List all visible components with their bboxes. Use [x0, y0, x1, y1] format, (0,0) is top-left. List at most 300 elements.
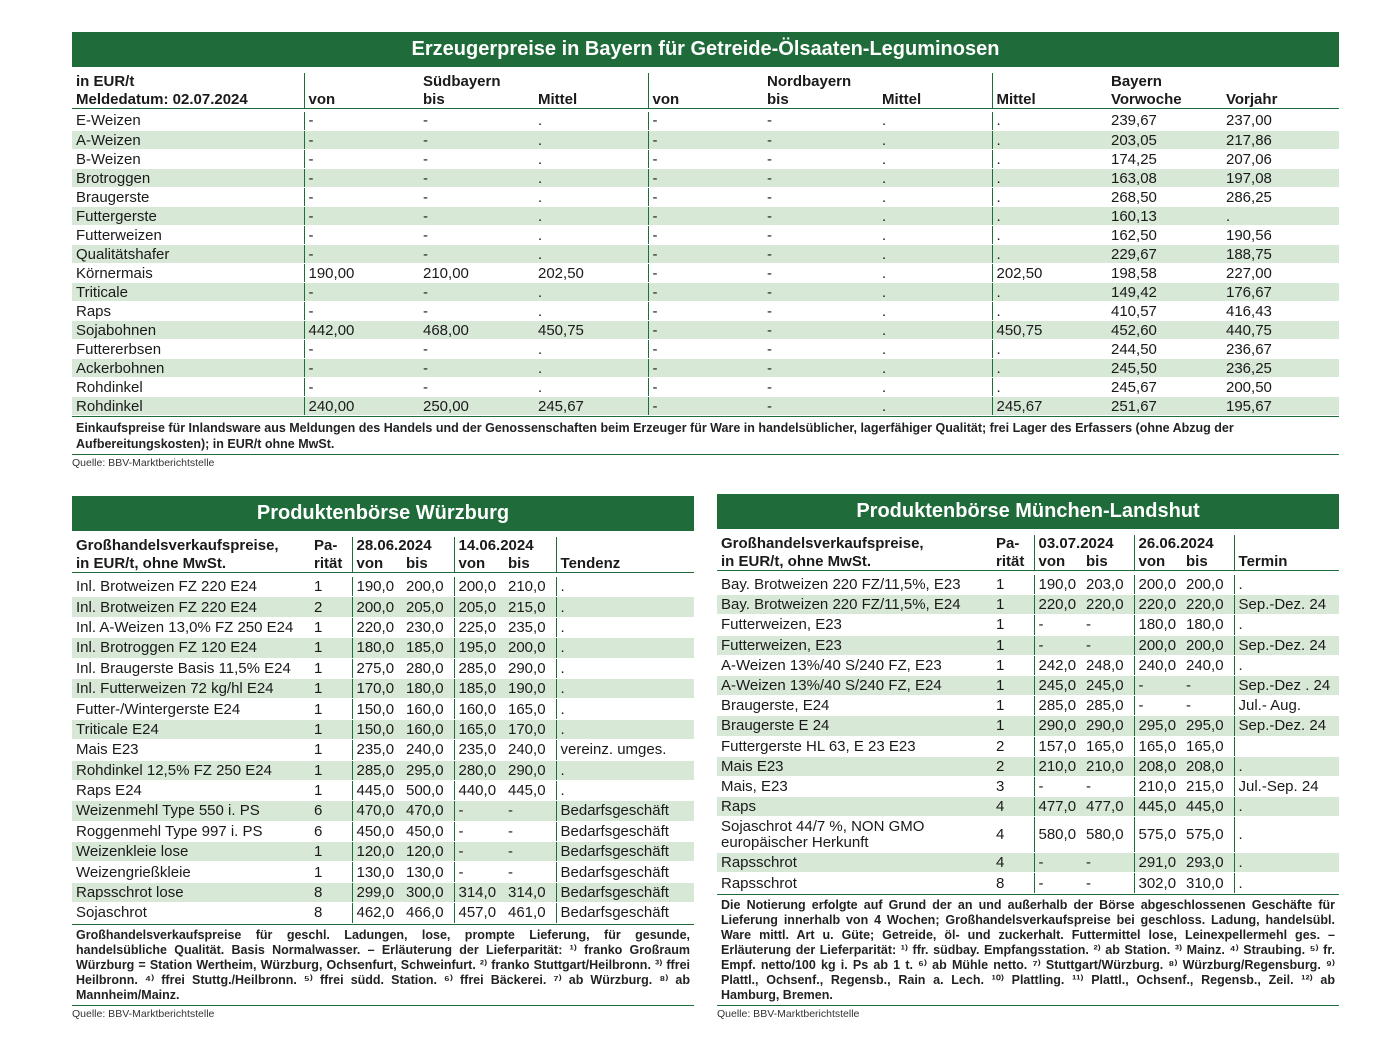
cell-value: 185,0 [454, 678, 504, 698]
cell-value: - [648, 264, 763, 283]
row-label: Triticale E24 [72, 719, 310, 739]
cell-value: 477,0 [1082, 797, 1134, 817]
table-row [72, 699, 694, 719]
cell-value: . [1234, 575, 1339, 595]
cell-value: - [419, 112, 534, 131]
row-label: Rohdinkel 12,5% FZ 250 E24 [72, 760, 310, 780]
cell-value: - [1182, 675, 1234, 695]
cell-value: . [992, 112, 1107, 131]
cell-value: - [763, 359, 878, 378]
cell-value: 160,0 [454, 699, 504, 719]
cell-value: 268,50 [1107, 188, 1222, 207]
cell-value: . [556, 658, 694, 678]
cell-value: 210,00 [419, 264, 534, 283]
cell-value: 195,0 [454, 638, 504, 658]
table-row [717, 736, 1339, 756]
cell-value: - [648, 150, 763, 169]
cell-value: - [304, 169, 419, 188]
table-row [72, 245, 1339, 264]
cell-value: 197,08 [1222, 169, 1339, 188]
cell-value: - [419, 188, 534, 207]
cell-value: - [1034, 615, 1082, 635]
cell-value: 440,75 [1222, 321, 1339, 340]
row-label: Bay. Brotweizen 220 FZ/11,5%, E23 [717, 575, 992, 595]
cell-value: - [504, 821, 556, 841]
col-header-tendenz: Tendenz [556, 554, 694, 572]
table-row [717, 615, 1339, 635]
cell-value: 165,0 [1134, 736, 1182, 756]
cell-value: - [648, 131, 763, 150]
cell-value: . [992, 302, 1107, 321]
cell-value: - [648, 397, 763, 416]
row-label: Sojaschrot [72, 903, 310, 923]
erzeugerpreise-header [72, 73, 1339, 109]
group-nordbayern: Nordbayern [767, 73, 852, 90]
cell-value: - [304, 245, 419, 264]
cell-value: - [1034, 776, 1082, 796]
cell-value: - [419, 302, 534, 321]
table-row [717, 776, 1339, 796]
wuerzburg-header [72, 537, 694, 573]
cell-value: 450,75 [992, 321, 1107, 340]
cell-value: 190,0 [352, 577, 402, 597]
cell-value: 580,0 [1034, 817, 1082, 853]
erzeugerpreise-title: Erzeugerpreise in Bayern für Getreide-Ölsaaten-Leguminosen [72, 32, 1339, 67]
cell-value: 244,50 [1107, 340, 1222, 359]
cell-value: 450,0 [402, 821, 454, 841]
cell-value: 163,08 [1107, 169, 1222, 188]
cell-value: 1 [992, 635, 1034, 655]
group-bayern: Bayern [1111, 73, 1162, 90]
table-row [72, 378, 1339, 397]
row-label: Futtergerste [72, 207, 304, 226]
cell-value: 198,58 [1107, 264, 1222, 283]
cell-value: Bedarfsgeschäft [556, 801, 694, 821]
cell-value: 240,0 [402, 740, 454, 760]
cell-value: - [763, 112, 878, 131]
cell-value: . [534, 169, 648, 188]
cell-value: . [878, 283, 992, 302]
col-header-von: von [1134, 552, 1182, 570]
cell-value: 200,50 [1222, 378, 1339, 397]
cell-value: 180,0 [1182, 615, 1234, 635]
row-label: Mais E23 [72, 740, 310, 760]
cell-value: - [648, 321, 763, 340]
cell-value: - [648, 207, 763, 226]
cell-value: 500,0 [402, 780, 454, 800]
cell-value: 200,0 [352, 597, 402, 617]
cell-value: 310,0 [1182, 873, 1234, 893]
cell-value: 285,0 [1034, 696, 1082, 716]
wuerzburg-date2: 14.06.2024 [454, 537, 556, 554]
cell-value: Bedarfsgeschäft [556, 882, 694, 902]
cell-value: . [534, 359, 648, 378]
col-header-bis: bis [406, 554, 428, 572]
cell-value: 240,0 [504, 740, 556, 760]
cell-value: Jul.-Sep. 24 [1234, 776, 1339, 796]
cell-value: 170,0 [504, 719, 556, 739]
table-row [72, 577, 694, 597]
table-row [72, 112, 1339, 131]
table-row [72, 617, 694, 637]
row-label: Sojabohnen [72, 321, 304, 340]
cell-value: - [763, 378, 878, 397]
cell-value: . [534, 112, 648, 131]
cell-value: 208,0 [1134, 756, 1182, 776]
cell-value: . [556, 638, 694, 658]
cell-value: - [419, 226, 534, 245]
table-row [717, 797, 1339, 817]
cell-value: . [1234, 817, 1339, 853]
cell-value: - [504, 862, 556, 882]
cell-value: . [534, 245, 648, 264]
cell-value: - [454, 821, 504, 841]
col-header-bis: bis [767, 90, 789, 108]
cell-value: . [556, 678, 694, 698]
cell-value: 200,0 [1134, 575, 1182, 595]
cell-value: . [878, 378, 992, 397]
cell-value: 235,0 [454, 740, 504, 760]
cell-value: 200,0 [1134, 635, 1182, 655]
cell-value: . [1234, 756, 1339, 776]
cell-value: . [556, 617, 694, 637]
cell-value: 205,0 [402, 597, 454, 617]
cell-value: 200,0 [454, 577, 504, 597]
row-label: Rapsschrot [717, 853, 992, 873]
cell-value: 157,0 [1034, 736, 1082, 756]
cell-value: 477,0 [1034, 797, 1082, 817]
cell-value: 195,67 [1222, 397, 1339, 416]
table-row [72, 302, 1339, 321]
cell-value: 8 [310, 903, 352, 923]
cell-value: - [1082, 776, 1134, 796]
table-row [72, 359, 1339, 378]
row-label: A-Weizen 13%/40 S/240 FZ, E23 [717, 655, 992, 675]
cell-value: - [454, 842, 504, 862]
cell-value: Bedarfsgeschäft [556, 862, 694, 882]
cell-value: 236,67 [1222, 340, 1339, 359]
row-label: Raps E24 [72, 780, 310, 800]
cell-value: - [763, 169, 878, 188]
col-header-von: von [304, 90, 419, 108]
cell-value: Sep.-Dez. 24 [1234, 635, 1339, 655]
wuerzburg-label-line2: in EUR/t, ohne MwSt. [76, 554, 226, 572]
table-row [717, 595, 1339, 615]
cell-value: 245,67 [534, 397, 648, 416]
cell-value: . [992, 378, 1107, 397]
cell-value: 227,00 [1222, 264, 1339, 283]
cell-value: 470,0 [402, 801, 454, 821]
cell-value: 445,0 [1182, 797, 1234, 817]
cell-value: 4 [992, 853, 1034, 873]
cell-value: 302,0 [1134, 873, 1182, 893]
cell-value: - [304, 283, 419, 302]
cell-value: 220,0 [1182, 595, 1234, 615]
cell-value: . [992, 340, 1107, 359]
cell-value: 290,0 [1082, 716, 1134, 736]
cell-value: . [992, 188, 1107, 207]
cell-value: 180,0 [352, 638, 402, 658]
row-label: Weizengrießkleie [72, 862, 310, 882]
cell-value: 2 [992, 756, 1034, 776]
table-row [717, 853, 1339, 873]
cell-value: 203,05 [1107, 131, 1222, 150]
cell-value: 295,0 [402, 760, 454, 780]
cell-value: 230,0 [402, 617, 454, 637]
group-suedbayern: Südbayern [423, 73, 501, 90]
cell-value: - [648, 340, 763, 359]
cell-value: - [1082, 615, 1134, 635]
cell-value: - [648, 169, 763, 188]
cell-value: 290,0 [504, 760, 556, 780]
cell-value: 174,25 [1107, 150, 1222, 169]
cell-value: - [763, 264, 878, 283]
cell-value: 285,0 [454, 658, 504, 678]
wuerzburg-title: Produktenbörse Würzburg [72, 496, 694, 531]
cell-value: 170,0 [352, 678, 402, 698]
cell-value: 215,0 [1182, 776, 1234, 796]
row-label: Inl. Brotweizen FZ 220 E24 [72, 597, 310, 617]
row-label: A-Weizen [72, 131, 304, 150]
cell-value: - [648, 283, 763, 302]
cell-value: 1 [310, 862, 352, 882]
cell-value: Bedarfsgeschäft [556, 903, 694, 923]
cell-value: . [878, 150, 992, 169]
table-row [72, 188, 1339, 207]
cell-value: 202,50 [992, 264, 1107, 283]
cell-value: - [304, 302, 419, 321]
cell-value: 240,0 [1182, 655, 1234, 675]
cell-value: 4 [992, 797, 1034, 817]
cell-value: Sep.-Dez. 24 [1234, 595, 1339, 615]
cell-value: 250,00 [419, 397, 534, 416]
cell-value: 1 [310, 638, 352, 658]
table-row [72, 169, 1339, 188]
row-label: Weizenmehl Type 550 i. PS [72, 801, 310, 821]
cell-value: 1 [310, 617, 352, 637]
cell-value: 575,0 [1134, 817, 1182, 853]
cell-value: - [648, 112, 763, 131]
cell-value: - [763, 283, 878, 302]
cell-value: - [419, 169, 534, 188]
row-label: Körnermais [72, 264, 304, 283]
row-label: Sojaschrot 44/7 %, NON GMO europäischer Herkunft [717, 817, 992, 853]
muenchen-header [717, 535, 1339, 571]
cell-value: 220,0 [1134, 595, 1182, 615]
muenchen-panel [717, 494, 1339, 1020]
cell-value: 200,0 [402, 577, 454, 597]
row-label: Futter-/Wintergerste E24 [72, 699, 310, 719]
cell-value: - [304, 188, 419, 207]
cell-value: 1 [992, 575, 1034, 595]
cell-value: - [763, 131, 878, 150]
muenchen-source: Quelle: BBV-Marktberichtstelle [717, 1007, 860, 1020]
row-label: Rohdinkel [72, 378, 304, 397]
cell-value: 457,0 [454, 903, 504, 923]
cell-value: 176,67 [1222, 283, 1339, 302]
cell-value: 237,00 [1222, 112, 1339, 131]
cell-value: . [556, 780, 694, 800]
cell-value: - [1034, 853, 1082, 873]
cell-value: . [992, 150, 1107, 169]
cell-value: 162,50 [1107, 226, 1222, 245]
cell-value: - [304, 340, 419, 359]
cell-value: - [763, 188, 878, 207]
cell-value: - [304, 131, 419, 150]
row-label: Futtergerste HL 63, E 23 E23 [717, 736, 992, 756]
cell-value: . [992, 131, 1107, 150]
cell-value: . [1222, 207, 1339, 226]
cell-value: 1 [992, 716, 1034, 736]
row-label: Triticale [72, 283, 304, 302]
table-row [72, 821, 694, 841]
row-label: Braugerste E 24 [717, 716, 992, 736]
cell-value: 442,00 [304, 321, 419, 340]
row-label: Inl. Braugerste Basis 11,5% E24 [72, 658, 310, 678]
cell-value: Sep.-Dez . 24 [1234, 675, 1339, 695]
row-label: Raps [717, 797, 992, 817]
cell-value: 220,0 [1082, 595, 1134, 615]
cell-value: 295,0 [1134, 716, 1182, 736]
cell-value: 242,0 [1034, 655, 1082, 675]
row-label: Inl. Futterweizen 72 kg/hl E24 [72, 678, 310, 698]
cell-value: 314,0 [504, 882, 556, 902]
cell-value: 236,25 [1222, 359, 1339, 378]
cell-value: 245,67 [1107, 378, 1222, 397]
table-row [72, 658, 694, 678]
cell-value: . [556, 577, 694, 597]
cell-value: 160,0 [402, 699, 454, 719]
cell-value: 149,42 [1107, 283, 1222, 302]
row-label: Roggenmehl Type 997 i. PS [72, 821, 310, 841]
cell-value: 293,0 [1182, 853, 1234, 873]
table-row [717, 635, 1339, 655]
muenchen-date2: 26.06.2024 [1134, 535, 1234, 552]
cell-value: 468,00 [419, 321, 534, 340]
table-row [72, 760, 694, 780]
cell-value: 210,0 [1082, 756, 1134, 776]
table-row [72, 903, 694, 923]
cell-value: - [304, 207, 419, 226]
erzeugerpreise-table [72, 112, 1339, 417]
cell-value: 160,13 [1107, 207, 1222, 226]
cell-value: . [556, 760, 694, 780]
row-label: B-Weizen [72, 150, 304, 169]
cell-value: - [304, 359, 419, 378]
cell-value: . [534, 188, 648, 207]
cell-value: 1 [310, 719, 352, 739]
table-row [72, 678, 694, 698]
col-header-vorjahr: Vorjahr [1226, 90, 1278, 108]
cell-value: Bedarfsgeschäft [556, 821, 694, 841]
cell-value: . [992, 245, 1107, 264]
cell-value: 235,0 [504, 617, 556, 637]
muenchen-label-line2: in EUR/t, ohne MwSt. [721, 552, 871, 570]
cell-value: 3 [992, 776, 1034, 796]
cell-value: 190,0 [1034, 575, 1082, 595]
col-header-bis: bis [1086, 552, 1108, 570]
cell-value: . [534, 340, 648, 359]
cell-value: 1 [992, 595, 1034, 615]
cell-value: 205,0 [454, 597, 504, 617]
cell-value: 470,0 [352, 801, 402, 821]
col-header-mittel: Mittel [992, 90, 1107, 108]
cell-value: 229,67 [1107, 245, 1222, 264]
cell-value: . [534, 131, 648, 150]
cell-value: 245,0 [1082, 675, 1134, 695]
cell-value: 285,0 [352, 760, 402, 780]
cell-value: . [878, 169, 992, 188]
cell-value: 220,0 [352, 617, 402, 637]
cell-value: - [304, 150, 419, 169]
wuerzburg-note: Großhandelsverkaufspreise für geschl. Ladungen, lose, prompte Lieferung, für gesunde, handelsübliche Qualität. Basis Normalwasser. – Erläuterung der Lieferparität: ¹⁾ franko Großraum Würzburg = Station Wertheim, Würzburg, Ochsenfurt, Schweinfurt. ²⁾ franko Stuttgart/Heilbronn. ³⁾ ffrei Heilbronn. ⁴⁾ ffrei Stuttg./Heilbronn. ⁵⁾ ffrei südd. Station. ⁶⁾ ffrei Bäckerei. ⁷⁾ ab Würzburg. ⁸⁾ ab Mannheim/Mainz. [76, 927, 690, 1002]
cell-value: 180,0 [1134, 615, 1182, 635]
cell-value: - [419, 207, 534, 226]
cell-value: . [534, 283, 648, 302]
col-header-bis: bis [508, 554, 530, 572]
cell-value: 1 [992, 696, 1034, 716]
row-label: Bay. Brotweizen 220 FZ/11,5%, E24 [717, 595, 992, 615]
col-header-von: von [454, 554, 504, 572]
cell-value: . [534, 302, 648, 321]
table-row [72, 226, 1339, 245]
cell-value: 1 [310, 577, 352, 597]
cell-value: - [454, 801, 504, 821]
cell-value: - [763, 207, 878, 226]
cell-value: 202,50 [534, 264, 648, 283]
cell-value: 1 [310, 760, 352, 780]
table-row [72, 740, 694, 760]
cell-value: 245,67 [992, 397, 1107, 416]
row-label: Brotroggen [72, 169, 304, 188]
cell-value: 1 [992, 675, 1034, 695]
cell-value: - [419, 378, 534, 397]
cell-value: 160,0 [402, 719, 454, 739]
cell-value: 275,0 [352, 658, 402, 678]
cell-value: . [878, 359, 992, 378]
cell-value: 130,0 [352, 862, 402, 882]
cell-value: 150,0 [352, 719, 402, 739]
row-label: Inl. A-Weizen 13,0% FZ 250 E24 [72, 617, 310, 637]
table-row [72, 131, 1339, 150]
cell-value: 4 [992, 817, 1034, 853]
cell-value: 165,0 [1182, 736, 1234, 756]
cell-value: . [878, 264, 992, 283]
cell-value: - [1034, 635, 1082, 655]
cell-value: 165,0 [1082, 736, 1134, 756]
cell-value: . [992, 283, 1107, 302]
cell-value: 185,0 [402, 638, 454, 658]
cell-value: 299,0 [352, 882, 402, 902]
table-row [717, 756, 1339, 776]
cell-value: Bedarfsgeschäft [556, 842, 694, 862]
cell-value: 190,00 [304, 264, 419, 283]
wuerzburg-label-line1: Großhandelsverkaufspreise, [76, 537, 279, 554]
col-header-von: von [648, 90, 763, 108]
wuerzburg-table [72, 577, 694, 924]
wuerzburg-panel [72, 496, 694, 1020]
cell-value: 575,0 [1182, 817, 1234, 853]
cell-value: 291,0 [1134, 853, 1182, 873]
cell-value: - [504, 801, 556, 821]
row-label: Futterweizen [72, 226, 304, 245]
cell-value: 240,0 [1134, 655, 1182, 675]
row-label: Braugerste [72, 188, 304, 207]
unit-label: in EUR/t [76, 73, 135, 90]
cell-value: . [878, 397, 992, 416]
col-header-von: von [1034, 552, 1082, 570]
muenchen-paritaet-line2: rität [996, 552, 1025, 570]
